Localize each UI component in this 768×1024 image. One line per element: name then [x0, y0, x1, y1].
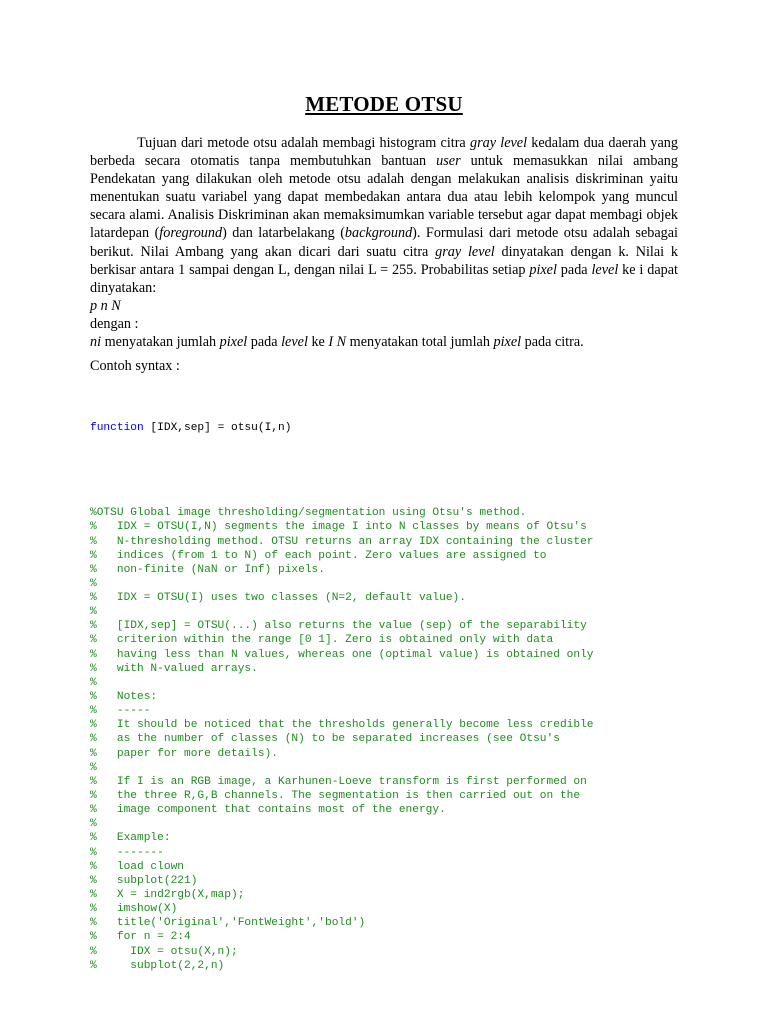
dengan-label: dengan :	[90, 315, 139, 332]
formula-line: p n N	[90, 297, 121, 314]
code-comment-line: % -----	[90, 705, 151, 718]
code-comment-line: % paper for more details).	[90, 747, 278, 760]
paragraph-text: ). Formulasi dari metode otsu adalah sebagai berikut. Nilai Ambang yang akan dicari dari suatu citra	[90, 225, 678, 260]
code-comment-line: % the three R,G,B channels. The segmentation is then carried out on the	[90, 790, 581, 803]
ni-definition-line: ni menyatakan jumlah pixel pada level ke I N menyatakan total jumlah pixel pada citra.	[90, 334, 584, 351]
code-block	[90, 393, 690, 1001]
function-keyword: function	[90, 422, 144, 435]
code-comment-line: % N-thresholding method. OTSU returns an array IDX containing the cluster	[90, 535, 594, 548]
code-comment-line: %OTSU Global image thresholding/segmentation using Otsu's method.	[90, 507, 527, 520]
code-comment-line: % criterion within the range [0 1]. Zero is obtained only with data	[90, 634, 554, 647]
paragraph-emphasis: foreground	[159, 225, 223, 242]
code-comment-line: % image component that contains most of the energy.	[90, 804, 446, 817]
paragraph-emphasis: gray level	[469, 135, 528, 151]
paragraph-text: kedalam dua daerah yang berbeda secara otomatis tanpa membutuhkan bantuan	[90, 135, 678, 170]
body-text	[90, 134, 678, 351]
code-comment-line: % with N-valued arrays.	[90, 662, 258, 675]
code-comment-line: % imshow(X)	[90, 903, 178, 916]
code-comment-line: %	[90, 761, 97, 774]
code-comment-line: % indices (from 1 to N) of each point. Zero values are assigned to	[90, 549, 547, 562]
code-comment-line: % [IDX,sep] = OTSU(...) also returns the value (sep) of the separability	[90, 620, 587, 633]
paragraph-text: untuk memasukkan nilai ambang Pendekatan yang dilakukan oleh metode otsu adalah dengan melakukan analisis diskriminan yaitu menentukan suatu variabel yang dapat membedakan antara dua atau lebih kelompok yang muncul secara alami. Analisis Diskriminan akan memaksimumkan variable tersebut agar dapat membagi objek latardepan (	[90, 153, 678, 242]
code-comment-line: %	[90, 818, 97, 831]
code-comment-line: % subplot(2,2,n)	[90, 959, 225, 972]
paragraph-emphasis: level	[591, 261, 619, 278]
code-comment-line: % IDX = OTSU(I,N) segments the image I into N classes by means of Otsu's	[90, 521, 587, 534]
paragraph-text: ke i dapat dinyatakan:	[90, 261, 678, 296]
function-definition: [IDX,sep] = otsu(I,n)	[143, 422, 292, 435]
code-comment-line: %	[90, 606, 97, 619]
code-comment-line: % as the number of classes (N) to be separated increases (see Otsu's	[90, 733, 560, 746]
paragraph-emphasis: gray level	[435, 243, 495, 260]
code-comment-line: % having less than N values, whereas one (optimal value) is obtained only	[90, 648, 594, 661]
paragraph-text: ) dan latarbelakang (	[222, 225, 345, 242]
code-blank-line	[90, 464, 690, 478]
code-comment-line: % non-finite (NaN or Inf) pixels.	[90, 563, 325, 576]
document-title: METODE OTSU	[305, 92, 463, 116]
code-comment-line: % -------	[90, 846, 164, 859]
contoh-syntax-label: Contoh syntax :	[90, 358, 180, 374]
paragraph-text: Tujuan dari metode otsu adalah membagi histogram citra	[137, 135, 470, 151]
code-comment-line: % If I is an RGB image, a Karhunen-Loeve transform is first performed on	[90, 775, 587, 788]
function-signature	[90, 421, 690, 435]
paragraph-emphasis: pixel	[529, 261, 557, 278]
code-comment-line: % IDX = otsu(X,n);	[90, 945, 238, 958]
code-comment-line: % Notes:	[90, 691, 158, 704]
code-comment-line: %	[90, 676, 97, 689]
code-comment-line: % for n = 2:4	[90, 931, 191, 944]
code-comment-line: % It should be noticed that the thresholds generally become less credible	[90, 719, 594, 732]
code-comment-line: %	[90, 577, 97, 590]
code-comment-line: % Example:	[90, 832, 171, 845]
paragraph-emphasis: background	[344, 225, 413, 242]
paragraph-emphasis: user	[436, 153, 461, 170]
code-comment-line: % load clown	[90, 860, 184, 873]
comment-lines	[90, 506, 690, 973]
code-comment-line: % title('Original','FontWeight','bold')	[90, 917, 366, 930]
intro-paragraph	[90, 134, 678, 297]
paragraph-text: pada	[556, 261, 592, 278]
paragraph-text: dinyatakan dengan k. Nilai k berkisar antara 1 sampai dengan L, dengan nilai L = 255. Probabilitas setiap	[90, 243, 678, 278]
code-comment-line: % IDX = OTSU(I) uses two classes (N=2, default value).	[90, 592, 466, 605]
code-comment-line: % X = ind2rgb(X,map);	[90, 889, 245, 902]
code-comment-line: % subplot(221)	[90, 874, 198, 887]
